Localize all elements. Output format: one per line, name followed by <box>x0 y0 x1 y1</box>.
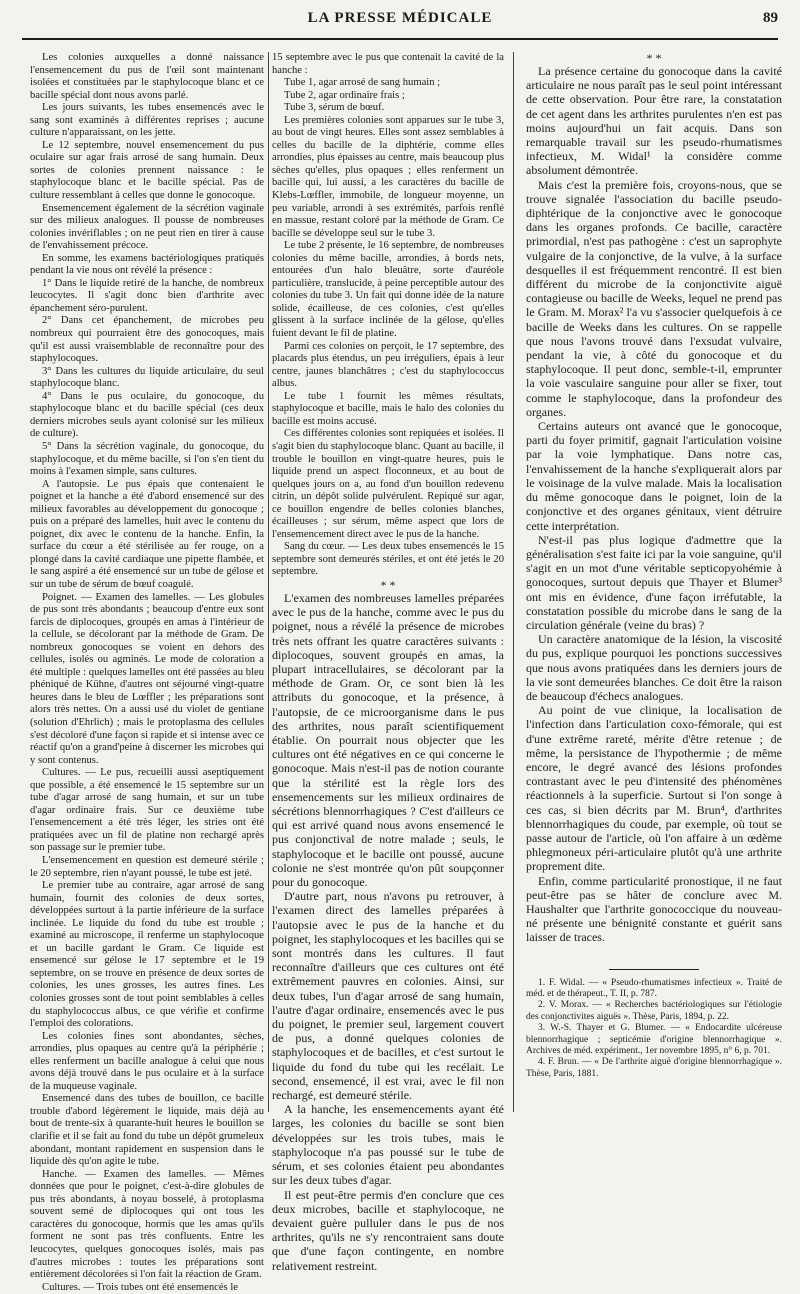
paragraph: Poignet. — Examen des lamelles. — Les globules de pus sont très abondants ; beaucoup d'entre eux sont farcis de diplocoques, groupés en amas à l'intérieur de la cellule, se décolorant par la méthode de Gram. De nombreux gonocoques se voient en dehors des cellules, isolés ou agminés. Le mode de coloration a été multiple : quelques lamelles ont été passées au bleu phéniqué de Kühne, d'autres ont séjourné vingt-quatre heures dans le bleu de Lœffler ; les préparations sont alors très nettes. On a aussi usé du violet de gentiane (solution d'Ehrlich) ; mais le protoplasma des cellules s'est décoloré d'une façon si rapide et si intense avec ce réactif qu'on a grand'peine à discerner les microbes qui y sont contenus. <box>30 591 264 766</box>
column-divider <box>268 52 269 1112</box>
paragraph: L'ensemencement en question est demeuré stérile ; le 20 septembre, rien n'ayant poussé, le tube est jeté. <box>30 855 264 879</box>
section-asterism: * * <box>646 51 662 65</box>
paragraph: Ensemencé dans des tubes de bouillon, ce bacille trouble d'abord légèrement le liquide, mais déjà au bout de trente-six à quarante-huit heures le bouillon se clarifie et il se fait au fond du tube un dépôt grumeleux abondant, montant rapidement en suspension dans le liquide dès qu'on agite le tube. <box>30 1093 264 1168</box>
text-column-middle <box>272 52 504 1273</box>
paragraph: D'autre part, nous n'avons pu retrouver, à l'examen direct des lamelles préparées à l'autopsie avec le pus de la hanche et du poignet, les staphylocoques et les bacilles qui se sont montrés dans les cultures. Il faut reconnaître d'ailleurs que ces cultures ont été extrêmement pauvres en colonies. Ainsi, sur deux tubes, l'un d'agar arrosé de sang humain, l'autre d'agar ordinaire, ensemencés avec le pus du poignet, le premier seul, largement couvert de pus, a donné quelques colonies de staphylocoques et de bacilles, et c'est surtout le liquide du fond du tube qui les recélait. Le second, ensemencé, il est vrai, avec le fil non rechargé, est demeuré stérile. <box>272 889 504 1103</box>
footnote: 2. V. Morax. — « Recherches bactériologiques sur l'étiologie des conjonctivites aiguës ». Thèse, Paris, 1894, p. 22. <box>526 1000 782 1022</box>
paragraph: 2° Dans cet épanchement, de microbes peu nombreux qui pourraient être des gonocoques, mais qu'il est aussi vraisemblable de reconnaître pour des staphylocoques. <box>30 315 264 365</box>
paragraph: Le tube 1 fournit les mêmes résultats, staphylocoque et bacille, mais le halo des colonies du bacille est moins accusé. <box>272 390 504 427</box>
list-item: Tube 2, agar ordinaire frais ; <box>284 89 405 101</box>
paragraph: Ces différentes colonies sont repiquées et isolées. Il s'agit bien du staphylocoque blanc. Quant au bacille, il trouble le bouillon en vingt-quatre heures, puis le liquide prend un aspect floconneux, et au bout de quelques jours on a, au fond d'un bouillon redevenu citrin, un dépôt solide pulvérulent. Repiqué sur agar, ce bouillon engendre de belles colonies blanches, écailleuses ; sur sérum, même aspect que lors de l'ensemencement direct avec le pus de la hanche. <box>272 428 504 540</box>
paragraph: Certains auteurs ont avancé que le gonocoque, parti du foyer primitif, gagnait l'articulation voisine par la voie lymphatique. Dans notre cas, l'envahissement de la hanche s'expliquerait alors par le voisinage de la vulve malade. Mais la localisation du même gonocoque dans le poignet, loin de la conjonctive et des organes génitaux, vient détruire cette interprétation. <box>526 419 782 533</box>
paragraph: Le tube 2 présente, le 16 septembre, de nombreuses colonies du même bacille, arrondies, à bords nets, entourées d'un halo bleuâtre, sorte d'auréole particulière, translucide, à peine perceptible autour des colonies du tube 3. Un fait qui donne idée de la nature solide, écailleuse, de ces colonies, c'est qu'elles glissent à la surface inclinée de la gélose, qu'elles fuient devant le fil de platine. <box>272 240 504 340</box>
paragraph: Enfin, comme particularité pronostique, il ne faut peut-être pas se hâter de conclure avec M. Haushalter que l'arthrite gonococcique du nouveau-né présente une bénignité constante et guérit sans laisser de traces. <box>526 873 782 945</box>
paragraph: Les colonies auxquelles a donné naissance l'ensemencement du pus de l'œil sont maintenant isolées et constituées par le staphylocoque blanc et ce bacille spécial dont nous avons parlé. <box>30 52 264 101</box>
column-divider <box>513 52 514 1112</box>
footnote: 4. F. Brun. — « De l'arthrite aiguë d'origine blennorrhagique ». Thèse, Paris, 1881. <box>526 1057 782 1079</box>
page-header <box>22 6 778 40</box>
paragraph: Un caractère anatomique de la lésion, la viscosité du pus, explique pourquoi les ponctions successives que nous avons pratiquées dans les derniers jours de la vie sont demeurées blanches. Ce doit être la raison de beaucoup d'échecs analogues. <box>526 632 782 703</box>
text-column-right <box>526 52 782 1080</box>
page-number: 89 <box>763 10 778 26</box>
paragraph: N'est-il pas plus logique d'admettre que la généralisation s'est faite ici par la voie sanguine, qu'il s'agit en un mot d'une véritable septicopyohémie à gonocoques, surtout depuis que Thayer et Blumer³ ont mis en évidence, d'une façon irréfutable, la constatation possible du microbe dans le sang de la circulation générale (veine du bras) ? <box>526 532 782 632</box>
paragraph: En somme, les examens bactériologiques pratiqués pendant la vie nous ont révélé la présence : <box>30 252 264 277</box>
paragraph: L'examen des nombreuses lamelles préparées avec le pus de la hanche, comme avec le pus du poignet, nous a révélé la présence de microbes très nets offrant les quatre caractères suivants : diplocoques, souvent groupés en amas, la plupart intracellulaires, se décolorant par la méthode de Gram. Or, ce sont bien là les attributs du gonocoque, et la présence, à l'autopsie, de ce microorganisme dans le pus des arthrites, nous paraît scientifiquement établie. On pourrait nous objecter que les cultures ont été négatives en ce qui concerne le gonocoque. Mais n'est-il pas de notion courante que la stérilité est la règle lors des ensemencements sur les milieux ordinaires de sécrétions blennorrhagiques ? C'est d'ailleurs ce qui est arrivé quand nous avons ensemencé le pus conjonctival de notre malade ; seuls, le staphylocoque et le bacille ont poussé, aucune colonie ne s'est montrée qu'on pût soupçonner pour du gonocoque. <box>272 590 504 890</box>
paragraph: Le premier tube au contraire, agar arrosé de sang humain, fournit des colonies de deux sortes, développées surtout à la partie inférieure de la surface inclinée. Le liquide du fond du tube est trouble ; examiné au microscope, il renferme un staphylocoque et un bacille gardant le Gram. Ce liquide est ensemencé sur gélose le 17 septembre et le 19 septembre, on se trouve en présence de deux sortes de colonies, les unes grosses, les autres fines. Les colonies grosses sont de tout point semblables à celles du staphylococcus albus, ce que vérifie et confirme l'emploi des colorations. <box>30 880 264 1030</box>
footnote: 3. W.-S. Thayer et G. Blumer. — « Endocardite ulcéreuse blennorrhagique ; septicémie d'origine blennorrhagique ». Archives de méd. expériment., 1er novembre 1895, n° 6, p. 701. <box>526 1023 782 1057</box>
paragraph: Sang du cœur. — Les deux tubes ensemencés le 15 septembre sont demeurés stériles, et ont été jetés le 20 septembre. <box>272 541 504 578</box>
paragraph: Hanche. — Examen des lamelles. — Mêmes données que pour le poignet, c'est-à-dire globules de pus très abondants, à noyau bosselé, à protoplasma souvent semé de diplocoques qui ont tous les caractères du gonocoque, hormis que les amas qu'ils forment ne sont pas très confluents. Entre les leucocytes, quelques gonocoques isolés, mais pas d'autres microbes : toutes les préparations sont entièrement décolorées si l'on fait la réaction de Gram. <box>30 1168 264 1281</box>
list-item: Tube 1, agar arrosé de sang humain ; <box>284 77 441 89</box>
paragraph: Le 12 septembre, nouvel ensemencement du pus oculaire sur agar frais arrosé de sang humain. Deux sortes de colonies prennent naissance : le staphylocoque blanc et le bacille spécial. Pas de culture ressemblant à celles que donne le gonocoque. <box>30 139 264 202</box>
paragraph: 4° Dans le pus oculaire, du gonocoque, du staphylocoque blanc et du bacille spécial (ces deux derniers microbes seuls ayant colonisé sur les milieux de culture). <box>30 390 264 440</box>
paragraph: Parmi ces colonies on perçoit, le 17 septembre, des placards plus étendus, un peu irréguliers, épais à leur centre, jaunes blanchâtres ; c'est du staphylococcus albus. <box>272 340 504 390</box>
paragraph: Au point de vue clinique, la localisation de l'infection dans l'articulation coxo-fémorale, qui est d'une extrême rareté, mérite d'être retenue ; de même, la persistance de l'hypothermie ; de même encore, le degré avancé des lésions profondes contrastant avec le peu d'intensité des phénomènes réactionnels à la superficie. Surtout si l'on songe à ces cas, si bien décrits par M. Brun⁴, d'arthrites blennorrhagiques du coude, par exemple, où tout se passe autour de l'article, où l'on affaire à un œdème phlegmoneux péri-articulaire plutôt qu'à une arthrite proprement dite. <box>526 703 782 874</box>
paragraph: Cultures. — Le pus, recueilli aussi aseptiquement que possible, a été ensemencé le 15 septembre sur un tube d'agar arrosé de sang humain, et sur un tube d'agar ordinaire frais. Sur ce deuxième tube l'ensemencement a été très léger, les stries ont été pratiquées avec un fil de platine non rechargé après son passage sur le premier tube. <box>30 767 264 854</box>
paragraph: Ensemencement également de la sécrétion vaginale sur des milieux analogues. Il pousse de nombreuses colonies invériflables ; on ne peut rien en tirer à cause de l'envahissement précoce. <box>30 202 264 252</box>
paragraph: 3° Dans les cultures du liquide articulaire, du seul staphylocoque blanc. <box>30 365 264 390</box>
paragraph: 15 septembre avec le pus que contenait la cavité de la hanche : <box>272 52 504 76</box>
paragraph: A l'autopsie. Le pus épais que contenaient le poignet et la hanche a été d'abord ensemencé sur des milieux favorables au développement du gonocoque ; puis on a préparé des lamelles, huit avec le contenu du poignet, dix avec le contenu de la hanche. Enfin, la surface du cœur a été stérilisée au fer rouge, on a plongé dans la cavité cardiaque une pipette flambée, et le sang aspiré a été ensemencé sur un tube de gélose et sur un tube de sérum de bœuf coagulé. <box>30 478 264 590</box>
text-column-left <box>30 52 264 1294</box>
paragraph: La présence certaine du gonocoque dans la cavité articulaire ne nous paraît pas le seul point intéressant de cette observation. Pour être rare, la constatation de cet agent dans les arthrites purulentes n'en est pas moins aujourd'hui un fait acquis. Dans son remarquable travail sur les pseudo-rhumatismes infectieux, M. Widal¹ la considère comme absolument démontrée. <box>526 64 782 178</box>
paragraph: Il est peut-être permis d'en conclure que ces deux microbes, bacille et staphylocoque, ne devaient guère pulluler dans le pus de nos arthrites, qu'ils ne s'y rencontraient sans doute que d'une façon contingente, en nombre relativement restreint. <box>272 1187 504 1273</box>
footnote-divider <box>609 969 699 970</box>
paragraph: 5° Dans la sécrétion vaginale, du gonocoque, du staphylocoque, et du même bacille, si l'on s'en tient du moins à l'examen simple, sans cultures. <box>30 440 264 478</box>
paragraph: A la hanche, les ensemencements ayant été larges, les colonies du bacille se sont bien développées sur les trois tubes, mais le staphylocoque n'a pas poussé sur le tube de sérum, et ses colonies étaient peu abondantes sur les deux tubes d'agar. <box>272 1102 504 1188</box>
paragraph: Mais c'est la première fois, croyons-nous, que se trouve signalée l'association du bacille pseudo-diphtérique de la conjonctive avec le gonocoque dans les organes profonds. Ce bacille, caractère primordial, n'est pas pathogène : c'est un saprophyte vulgaire de la conjonctive, de la vulve, à la surface desquelles il est fréquemment rencontré. Il est bien différent du microbe de la conjonctivite aiguë contagieuse ou bacille de Weeks, lequel ne prend pas le Gram. M. Morax² l'a vu s'associer quelquefois à ce bacille de Weeks dans les cultures. On se rappelle que nous l'avons trouvé dans l'exsudat vulvaire, pendant la vie, à côté du gonocoque et du staphylocoque. Il peut donc, semble-t-il, emprunter la voie vasculaire sanguine pour aller se fixer, tout comme le staphylocoque, dans la profondeur des organes. <box>526 177 782 419</box>
paragraph: 1° Dans le liquide retiré de la hanche, de nombreux leucocytes. Il s'agit donc bien d'arthrite avec épanchement séro-purulent. <box>30 277 264 314</box>
paragraph: Cultures. — Trois tubes ont été ensemencés le <box>42 1281 238 1293</box>
paragraph: Les colonies fines sont abondantes, sèches, arrondies, plus opaques au centre qu'à la périphérie ; elles renferment un bacille analogue à celui que nous avons déjà trouvé dans le pus oculaire et à la surface de la muqueuse vaginale. <box>30 1030 264 1092</box>
journal-title: LA PRESSE MÉDICALE <box>307 10 493 26</box>
paragraph: Les premières colonies sont apparues sur le tube 3, au bout de vingt heures. Elles sont assez semblables à celles du bacille de la diphtérie, comme elles arrondies, plus épaisses au centre, mais beaucoup plus sèches qu'elles, plus opaques ; elles renferment un bacille qui, lui aussi, a les caractères du bacille de Klebs-Lœffler, immobile, de longueur moyenne, un peu variable, arrondi à ses extrémités, parfois renflé en massue, restant coloré par la méthode de Gram. Ce bacille se développe seul sur le tube 3. <box>272 114 504 239</box>
list-item: Tube 3, sérum de bœuf. <box>284 102 385 114</box>
footnote: 1. F. Widal. — « Pseudo-rhumatismes infectieux ». Traité de méd. et de thérapeut., T. II, p. 787. <box>526 977 782 999</box>
paragraph: Les jours suivants, les tubes ensemencés avec le sang sont examinés à différentes reprises ; aucune culture n'apparaissant, on les jette. <box>30 102 264 139</box>
section-asterism: * * <box>380 577 396 592</box>
